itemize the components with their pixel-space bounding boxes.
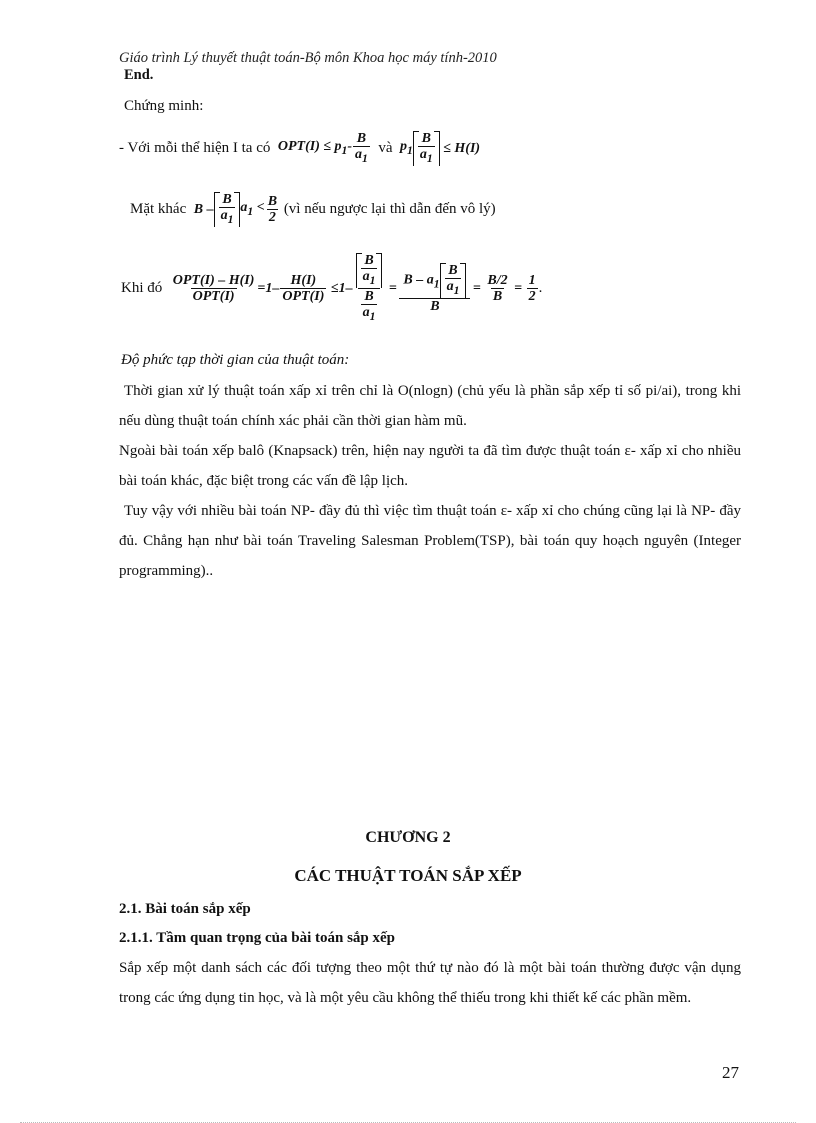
fraction-one-half: $\frac{1}{2}$ xyxy=(528,272,536,304)
fraction-b-over-2: $\frac{B}{2}$ xyxy=(267,193,278,225)
paragraph-np: Tuy vậy với nhiều bài toán NP- đầy đủ thì việc tìm thuật toán ε- xấp xỉ cho chúng cũng lại là NP- đầy đủ. Chẳng hạn như bài toán Traveling Salesman Problem(TSP), bài toán quy hoạch nguyên (Integer programming).. xyxy=(119,503,741,579)
formula-p1: $p_1$ xyxy=(400,139,413,157)
formula-line-1 xyxy=(119,131,480,166)
chapter-title: CÁC THUẬT TOÁN SẮP XẾP xyxy=(294,866,522,885)
line1-prefix: - Với mỗi thể hiện I ta có xyxy=(119,139,271,156)
paragraph-sorting xyxy=(119,953,741,1013)
line2-prefix: Mặt khác xyxy=(130,200,187,217)
formula-end-dot: . xyxy=(538,279,543,296)
formula-h-bound: ≤ H(I) xyxy=(439,140,481,156)
section-heading-2-1: 2.1. Bài toán sắp xếp xyxy=(119,901,251,917)
line2-suffix: (vì nếu ngược lại thì dẫn đến vô lý) xyxy=(283,200,496,217)
formula-b-minus: B – xyxy=(193,201,214,217)
formula-eq4: = xyxy=(510,280,526,296)
line3-prefix: Khi đó xyxy=(121,279,163,296)
paragraph-knapsack: Ngoài bài toán xếp balô (Knapsack) trên, hiện nay người ta đã tìm được thuật toán ε- xấp xỉ cho nhiều bài toán khác, đặc biệt trong các vấn đề lập lịch. xyxy=(119,443,741,489)
paragraph-time: Thời gian xử lý thuật toán xấp xỉ trên chỉ là O(nlogn) (chủ yếu là phần sắp xếp tỉ số pi/ai), trong khi nếu dùng thuật toán chính xác phải cần thời gian hàm mũ. xyxy=(119,383,741,429)
formula-a1-less: $a_1$ < xyxy=(240,200,265,218)
section-heading-2-1-1: 2.1.1. Tầm quan trọng của bài toán sắp xếp xyxy=(119,930,396,946)
body-text-block xyxy=(119,376,741,586)
floor-bracket: $\frac{B}{a_1}$ xyxy=(413,131,440,166)
formula-le1: ≤1– xyxy=(327,280,353,296)
fraction-floor-over-b-a1: $\frac{\frac{B}{a_1}}{\frac{B}{a_1}}$ xyxy=(354,253,385,324)
formula-eq2: = xyxy=(385,280,401,296)
fraction-opt-minus-h: $\frac{\text{OPT(I) – H(I)}}{\text{OPT(I)}}$ xyxy=(172,272,255,304)
and-word: và xyxy=(378,139,393,156)
formula-eq1: =1– xyxy=(257,280,280,296)
running-header: Giáo trình Lý thuyết thuật toán-Bộ môn Khoa học máy tính-2010 xyxy=(119,50,497,66)
proof-label: Chứng minh: xyxy=(124,98,204,114)
formula-line-2 xyxy=(130,192,496,227)
formula-opt-bound: $OPT(I) \le p_1-$ xyxy=(277,139,353,157)
chapter-number: CHƯƠNG 2 xyxy=(365,829,451,846)
fraction-b-minus-over-b: B – $a_1$ $\frac{B}{a_1}$ B xyxy=(401,263,468,314)
fraction-half-b-over-b: $\frac{B/2}{B}$ xyxy=(487,272,508,304)
complexity-heading: Độ phức tạp thời gian của thuật toán: xyxy=(121,352,350,368)
formula-line-3 xyxy=(121,253,542,324)
end-label: End. xyxy=(124,67,154,83)
floor-bracket-2: $\frac{B}{a_1}$ xyxy=(214,192,241,227)
paragraph-sorting-text: Sắp xếp một danh sách các đối tượng theo một thứ tự nào đó là một bài toán thường được vận dụng trong các ứng dụng tin học, và là một yêu cầu không thể thiếu trong khi thiết kế các phần mềm. xyxy=(119,960,741,1006)
fraction-h-over-opt: $\frac{H(I)}{\text{OPT(I)}}$ xyxy=(282,272,325,304)
page-number: 27 xyxy=(722,1063,739,1082)
fraction-b-over-a1: $\frac{B}{a_1}$ xyxy=(355,131,368,165)
formula-eq3: = xyxy=(469,280,485,296)
